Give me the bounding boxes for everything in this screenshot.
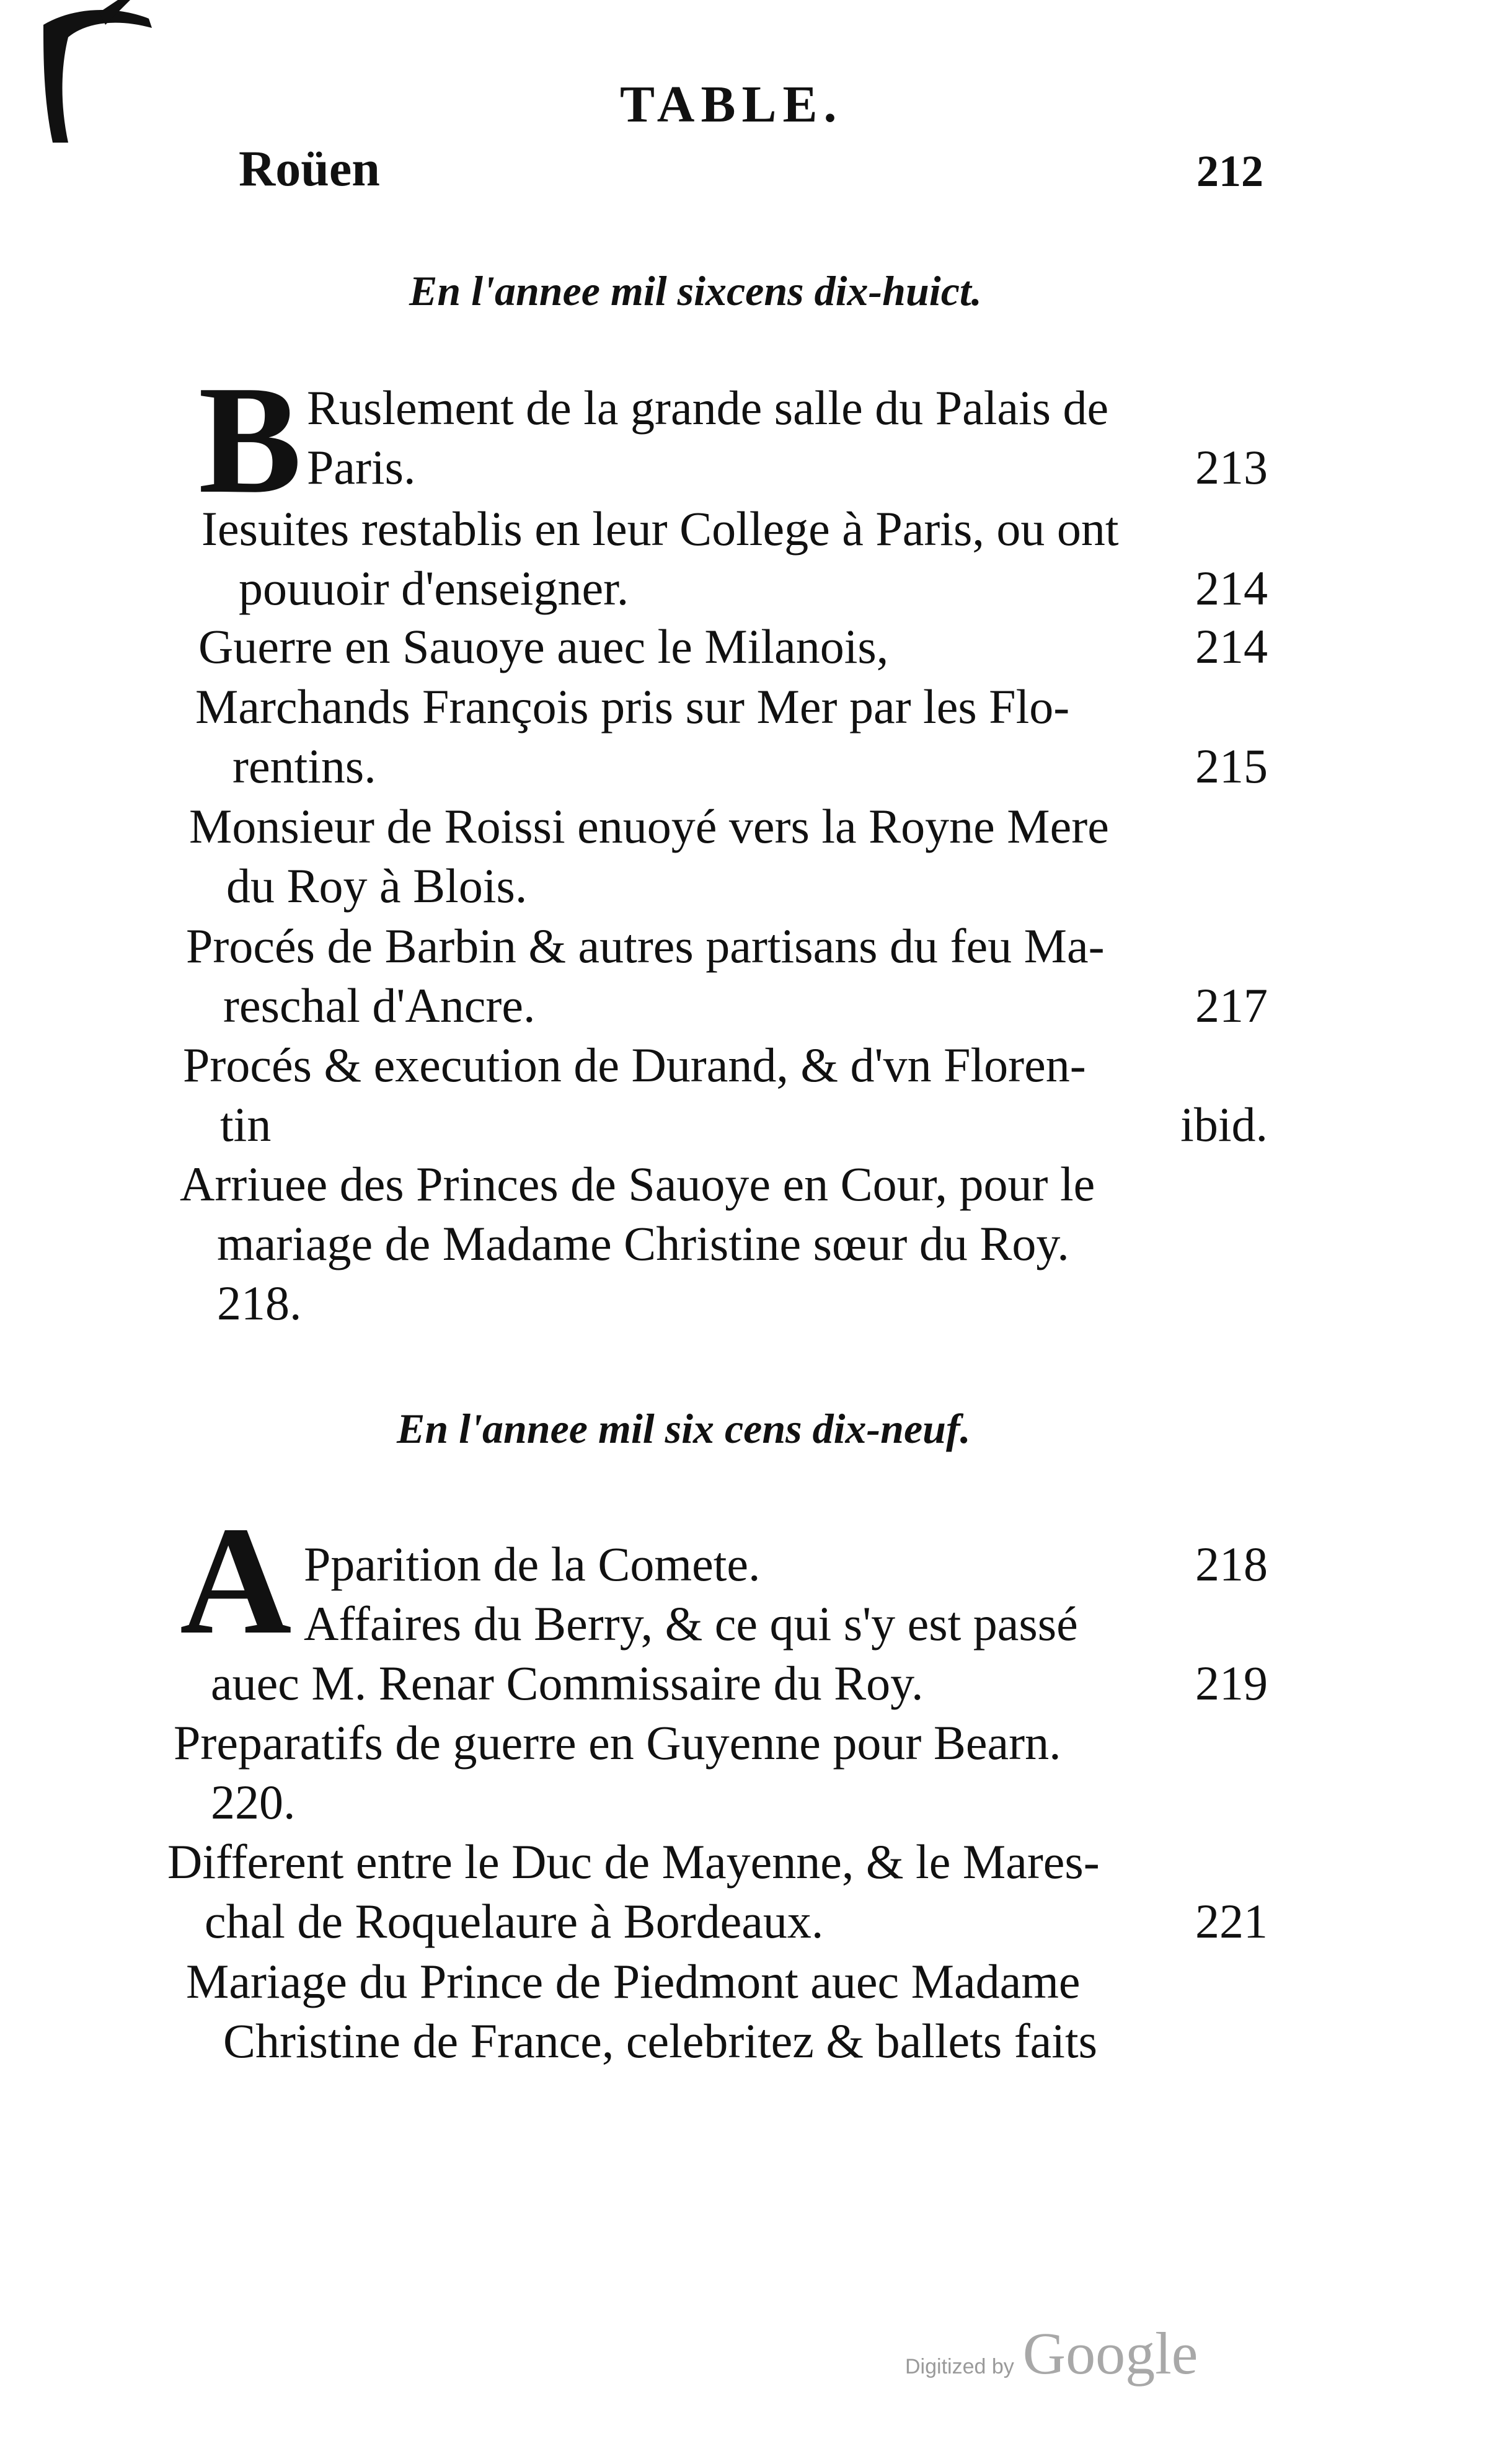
list-item: [307, 378, 1268, 497]
section-heading-1618: En l'annee mil sixcens dix-huict.: [409, 267, 982, 314]
entry-line: mariage de Madame Christine sœur du Roy.: [217, 1216, 1069, 1270]
page-ref: 220.: [211, 1775, 296, 1829]
page-number: 212: [1196, 146, 1263, 196]
running-place: Roüen: [239, 140, 380, 197]
entry-line: Marchands François pris sur Mer par les Flo-: [195, 680, 1070, 733]
entry-line: chal de Roquelaure à Bordeaux. 221: [167, 1892, 1268, 1951]
list-item: [304, 1535, 1268, 1654]
entry-line: Preparatifs de guerre en Guyenne pour Bearn.: [174, 1716, 1061, 1770]
ink-flourish-mark: [25, 0, 167, 149]
entry-line: Different entre le Duc de Mayenne, & le Mares-: [167, 1835, 1100, 1889]
watermark-prefix: Digitized by: [905, 2355, 1014, 2378]
entry-line: tin ibid.: [183, 1095, 1268, 1154]
running-title: TABLE.: [620, 76, 843, 133]
page-ref: 218.: [217, 1276, 302, 1330]
list-item: [180, 1154, 1268, 1333]
entry-line: Ruslement de la grande salle du Palais de: [307, 381, 1109, 435]
entry-line: Iesuites restablis en leur College à Paris, ou ont: [201, 502, 1119, 556]
google-logo: Google: [1022, 2320, 1198, 2386]
digitized-watermark: [905, 2319, 1198, 2388]
entry-line: Procés de Barbin & autres partisans du feu Ma-: [186, 919, 1105, 973]
list-item: [183, 1035, 1268, 1154]
page-ref: ibid.: [1180, 1097, 1268, 1151]
entry-line: reschal d'Ancre. 217: [186, 976, 1268, 1035]
page-ref: 221: [1195, 1894, 1268, 1948]
list-item: [189, 797, 1268, 916]
list-item: [174, 1713, 1268, 1832]
entry-line: Arriuee des Princes de Sauoye en Cour, pour le: [180, 1157, 1095, 1211]
page-ref: 217: [1195, 978, 1268, 1032]
list-item: [167, 1832, 1268, 1951]
entry-line: pouuoir d'enseigner. 214: [201, 559, 1268, 618]
entry-line: [180, 1274, 1268, 1333]
page-ref: 213: [1195, 440, 1268, 494]
page-ref: 214: [1195, 619, 1268, 673]
list-item: [186, 916, 1268, 1035]
list-item: [198, 617, 1268, 676]
entry-line: rentins. 215: [195, 737, 1268, 796]
page-ref: 218: [1195, 1537, 1268, 1591]
list-item: [195, 677, 1268, 796]
entry-line: du Roy à Blois.: [226, 859, 528, 913]
drop-cap-a: A: [180, 1495, 292, 1667]
page-ref: 215: [1195, 739, 1268, 793]
entry-line: Pparition de la Comete. 218: [304, 1535, 1268, 1594]
page-ref: 219: [1195, 1656, 1268, 1710]
list-item: [211, 1654, 1268, 1713]
entry-line: Procés & execution de Durand, & d'vn Floren-: [183, 1038, 1086, 1092]
list-item: [186, 1952, 1268, 2071]
page-ref: 214: [1195, 561, 1268, 615]
entry-line: auec M. Renar Commissaire du Roy. 219: [211, 1654, 1268, 1713]
entry-line: Monsieur de Roissi enuoyé vers la Royne Mere: [189, 799, 1109, 853]
entry-line: Christine de France, celebritez & ballets faits: [223, 2014, 1097, 2068]
entry-line: [174, 1773, 1268, 1832]
entry-line: Mariage du Prince de Piedmont auec Madame: [186, 1954, 1081, 2008]
drop-cap-b: B: [198, 354, 302, 526]
list-item: [201, 499, 1268, 618]
entry-line: Paris. 213: [307, 438, 1268, 497]
section-heading-1619: En l'annee mil six cens dix-neuf.: [397, 1405, 971, 1452]
entry-line: Guerre en Sauoye auec le Milanois, 214: [198, 617, 1268, 676]
entry-line: Affaires du Berry, & ce qui s'y est passé: [304, 1597, 1078, 1651]
